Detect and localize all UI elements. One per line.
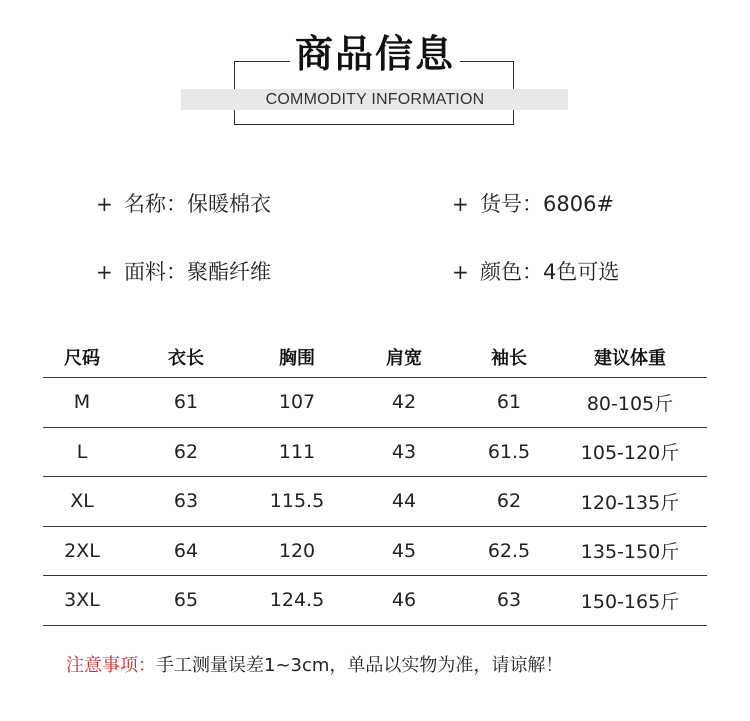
note-label: 注意事项：: [66, 655, 156, 676]
header-length: 衣长: [168, 348, 204, 369]
cell-length: 65: [173, 589, 199, 612]
cell-chest: 111: [278, 440, 316, 463]
cell-sleeve: 61.5: [487, 440, 531, 463]
info-color-value: 4色可选: [543, 260, 620, 284]
table-row: [43, 378, 707, 428]
cell-weight: 80-105斤: [586, 392, 674, 415]
product-info: [0, 180, 750, 300]
plus-icon: +: [452, 260, 469, 284]
cell-weight: 105-120斤: [580, 442, 680, 465]
info-fabric-label: 面料: [124, 260, 166, 284]
info-separator: ：: [522, 260, 543, 284]
cell-sleeve: 63: [496, 589, 522, 612]
cell-weight: 120-135斤: [580, 491, 680, 514]
table-header: [43, 337, 707, 378]
cell-size: L: [76, 440, 88, 463]
page-subtitle: COMMODITY INFORMATION: [265, 91, 485, 108]
cell-sleeve: 61: [496, 391, 522, 414]
header: [0, 0, 750, 140]
info-item-no: [452, 184, 614, 224]
cell-shoulder: 42: [391, 391, 417, 414]
cell-length: 61: [173, 391, 199, 414]
cell-sleeve: 62: [496, 490, 522, 513]
cell-chest: 115.5: [269, 490, 325, 513]
cell-length: 62: [173, 440, 199, 463]
cell-size: XL: [70, 490, 94, 513]
cell-length: 63: [173, 490, 199, 513]
info-name-value: 保暖棉衣: [187, 192, 271, 216]
plus-icon: +: [452, 192, 469, 216]
size-table: [43, 337, 707, 626]
cell-shoulder: 45: [391, 539, 417, 562]
info-item-no-label: 货号: [480, 192, 522, 216]
header-shoulder: 肩宽: [386, 348, 422, 369]
info-fabric: [96, 252, 271, 292]
plus-icon: +: [96, 260, 113, 284]
cell-weight: 150-165斤: [580, 590, 680, 613]
header-size: 尺码: [64, 348, 100, 369]
info-name: [96, 184, 271, 224]
page-title: 商品信息: [294, 32, 455, 76]
cell-shoulder: 46: [391, 589, 417, 612]
cell-sleeve: 62.5: [487, 539, 531, 562]
cell-size: M: [73, 391, 91, 414]
cell-size: 3XL: [64, 589, 100, 612]
info-name-label: 名称: [124, 192, 166, 216]
info-color: [452, 252, 619, 292]
cell-chest: 120: [278, 539, 316, 562]
info-separator: ：: [522, 192, 543, 216]
info-separator: ：: [166, 192, 187, 216]
plus-icon: +: [96, 192, 113, 216]
measurement-note: [66, 652, 563, 680]
header-sleeve: 袖长: [491, 348, 527, 369]
table-row: [43, 527, 707, 577]
info-color-label: 颜色: [480, 260, 522, 284]
info-fabric-value: 聚酯纤维: [187, 260, 271, 284]
info-separator: ：: [166, 260, 187, 284]
cell-length: 64: [173, 539, 199, 562]
cell-shoulder: 44: [391, 490, 417, 513]
cell-chest: 107: [278, 391, 316, 414]
note-text: 手工测量误差1~3cm，单品以实物为准，请谅解！: [156, 655, 564, 676]
header-chest: 胸围: [279, 348, 315, 369]
table-row: [43, 477, 707, 527]
table-row: [43, 428, 707, 478]
table-row: [43, 576, 707, 626]
cell-size: 2XL: [64, 539, 100, 562]
cell-chest: 124.5: [269, 589, 325, 612]
header-weight: 建议体重: [594, 348, 666, 369]
cell-weight: 135-150斤: [580, 541, 680, 564]
cell-shoulder: 43: [391, 440, 417, 463]
info-item-no-value: 6806#: [543, 192, 615, 216]
